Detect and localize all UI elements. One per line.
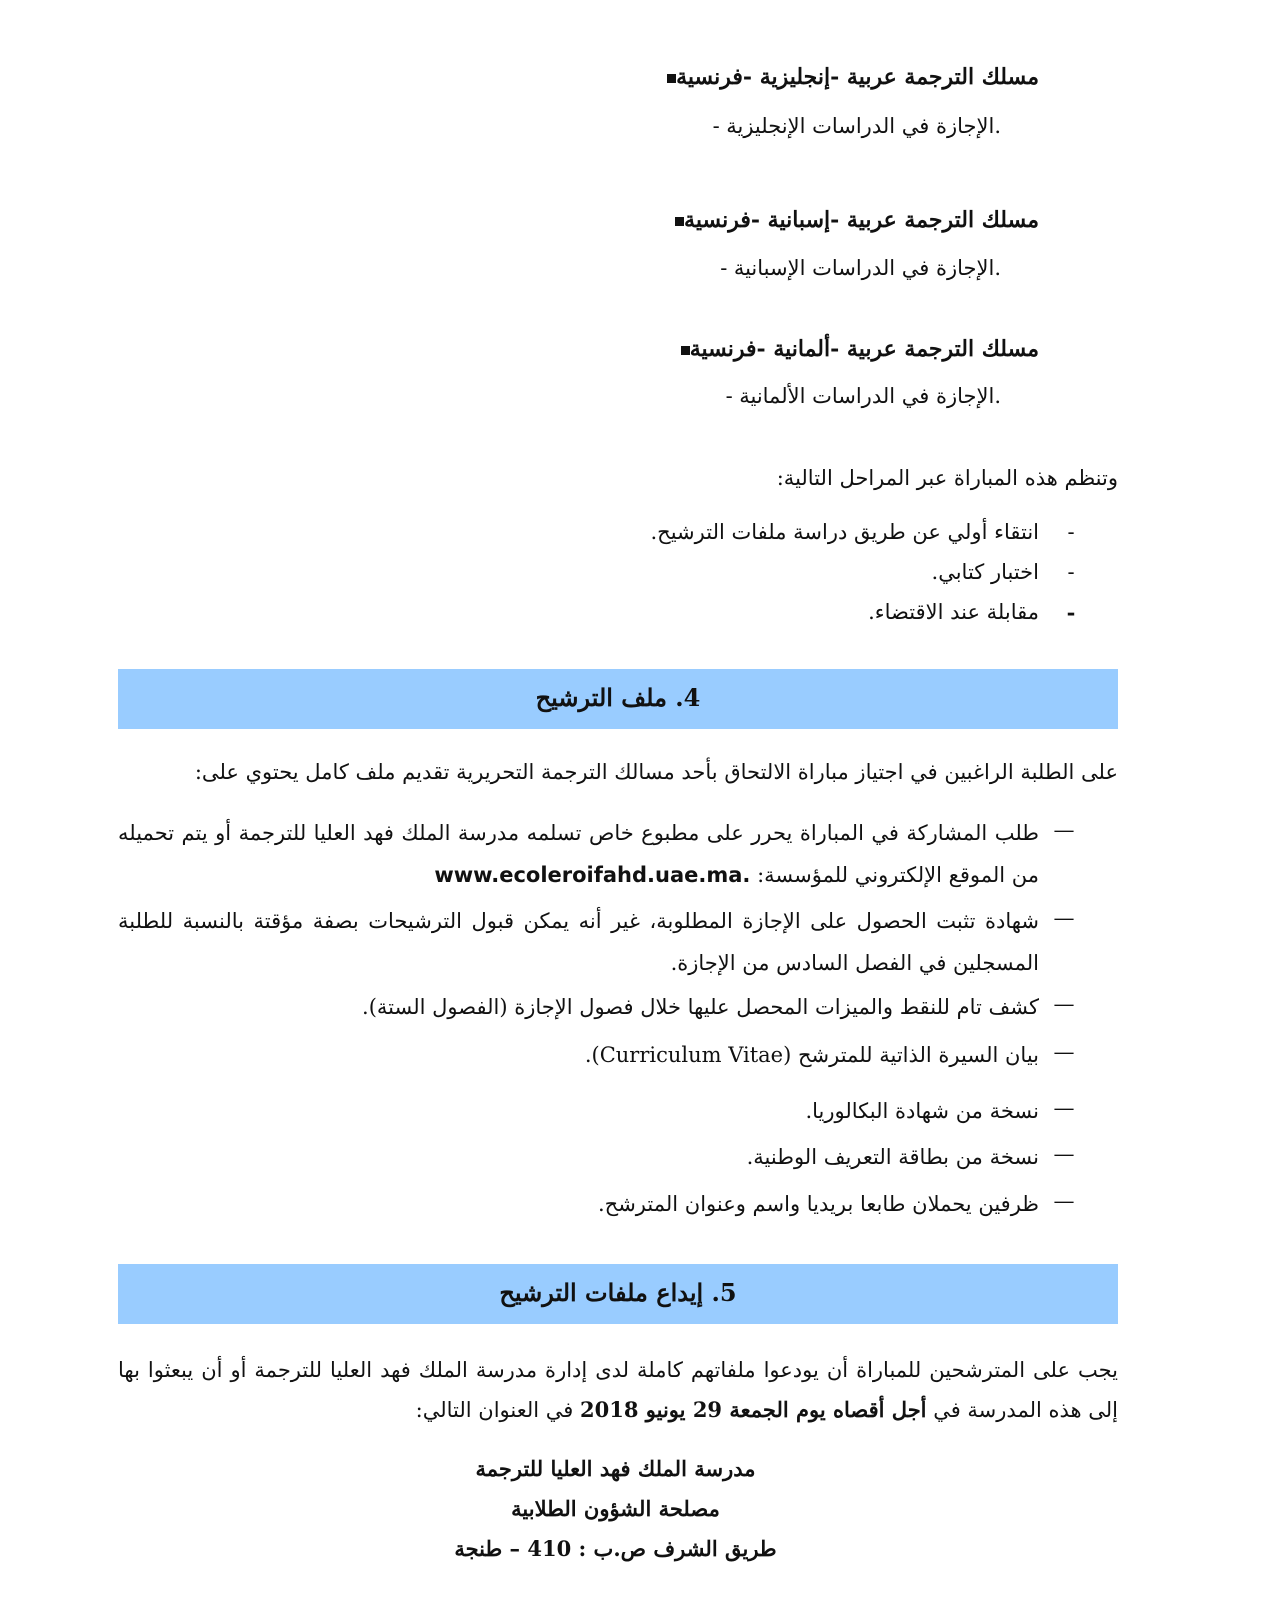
section4-intro: على الطلبة الراغبين في اجتياز مباراة الالتحاق بأحد مسالك الترجمة التحريرية تقديم ملف كامل يحتوي على: <box>194 760 1118 784</box>
requirement-item: ظرفين يحملان طابعا بريديا واسم وعنوان المترشح. <box>597 1192 1039 1216</box>
website-url: www.ecoleroifahd.uae.ma. <box>434 863 751 887</box>
list-dash: — <box>1053 1189 1075 1213</box>
track-degree: - الإجازة في الدراسات الإسبانية. <box>694 256 1001 280</box>
list-dash: — <box>1053 1040 1075 1064</box>
section-heading-file-submission: 5. إيداع ملفات الترشيح <box>118 1264 1118 1324</box>
stage-item: اختبار كتابي. <box>931 560 1039 584</box>
list-dash: - <box>1066 600 1076 625</box>
submission-paragraph <box>118 1350 1118 1430</box>
requirement-item: بيان السيرة الذاتية للمترشح (Curriculum Vitae). <box>584 1043 1039 1067</box>
list-dash: — <box>1053 1096 1075 1120</box>
track-degree: - الإجازة في الدراسات الإنجليزية. <box>686 114 1001 138</box>
track-title: مسلك الترجمة عربية -إسبانية -فرنسية <box>657 207 1039 233</box>
requirement-item: كشف تام للنقط والميزات المحصل عليها خلال فصول الإجازة (الفصول الستة). <box>362 995 1039 1019</box>
list-dash: - <box>1067 560 1075 584</box>
stage-item: مقابلة عند الاقتضاء. <box>868 600 1039 624</box>
stage-item: انتقاء أولي عن طريق دراسة ملفات الترشيح. <box>650 520 1039 544</box>
stages-intro: وتنظم هذه المباراة عبر المراحل التالية: <box>776 466 1118 490</box>
address-department: مصلحة الشؤون الطلابية <box>511 1496 720 1521</box>
requirement-item: نسخة من شهادة البكالوريا. <box>805 1099 1039 1123</box>
list-dash: — <box>1053 1142 1075 1166</box>
requirement-item: شهادة تثبت الحصول على الإجازة المطلوبة، غير أنه يمكن قبول الترشيحات بصفة مؤقتة بالنسبة للطلبة المسجلين في الفصل السادس من الإجازة. <box>118 909 1039 975</box>
list-dash: — <box>1053 818 1075 842</box>
list-dash: — <box>1053 906 1075 930</box>
requirement-text: طلب المشاركة في المباراة يحرر على مطبوع خاص تسلمه مدرسة الملك فهد العليا للترجمة أو يتم تحميله من الموقع الإلكتروني للمؤسسة: <box>118 821 1039 887</box>
requirement-item <box>118 812 1039 896</box>
track-title: مسلك الترجمة عربية -إنجليزية -فرنسية <box>649 64 1039 90</box>
deadline-text: أجل أقصاه يوم الجمعة 29 يونيو 2018 <box>580 1397 927 1422</box>
section-heading-candidacy-file: 4. ملف الترشيح <box>118 669 1118 729</box>
track-title: مسلك الترجمة عربية -ألمانية -فرنسية <box>663 336 1039 362</box>
address-school-name: مدرسة الملك فهد العليا للترجمة <box>475 1456 756 1481</box>
submission-text-end: في العنوان التالي: <box>415 1398 574 1422</box>
requirement-item: نسخة من بطاقة التعريف الوطنية. <box>746 1145 1039 1169</box>
list-dash: - <box>1067 520 1075 544</box>
submission-text: يجب على المترشحين للمباراة أن يودعوا ملفاتهم كاملة لدى إدارة مدرسة الملك فهد العليا للترجمة أو أن يبعثوا بها إلى هذه المدرسة في <box>118 1358 1118 1422</box>
address-street: طريق الشرف ص.ب : 410 – طنجة <box>454 1536 777 1561</box>
list-dash: — <box>1053 992 1075 1016</box>
track-degree: - الإجازة في الدراسات الألمانية. <box>699 384 1001 408</box>
